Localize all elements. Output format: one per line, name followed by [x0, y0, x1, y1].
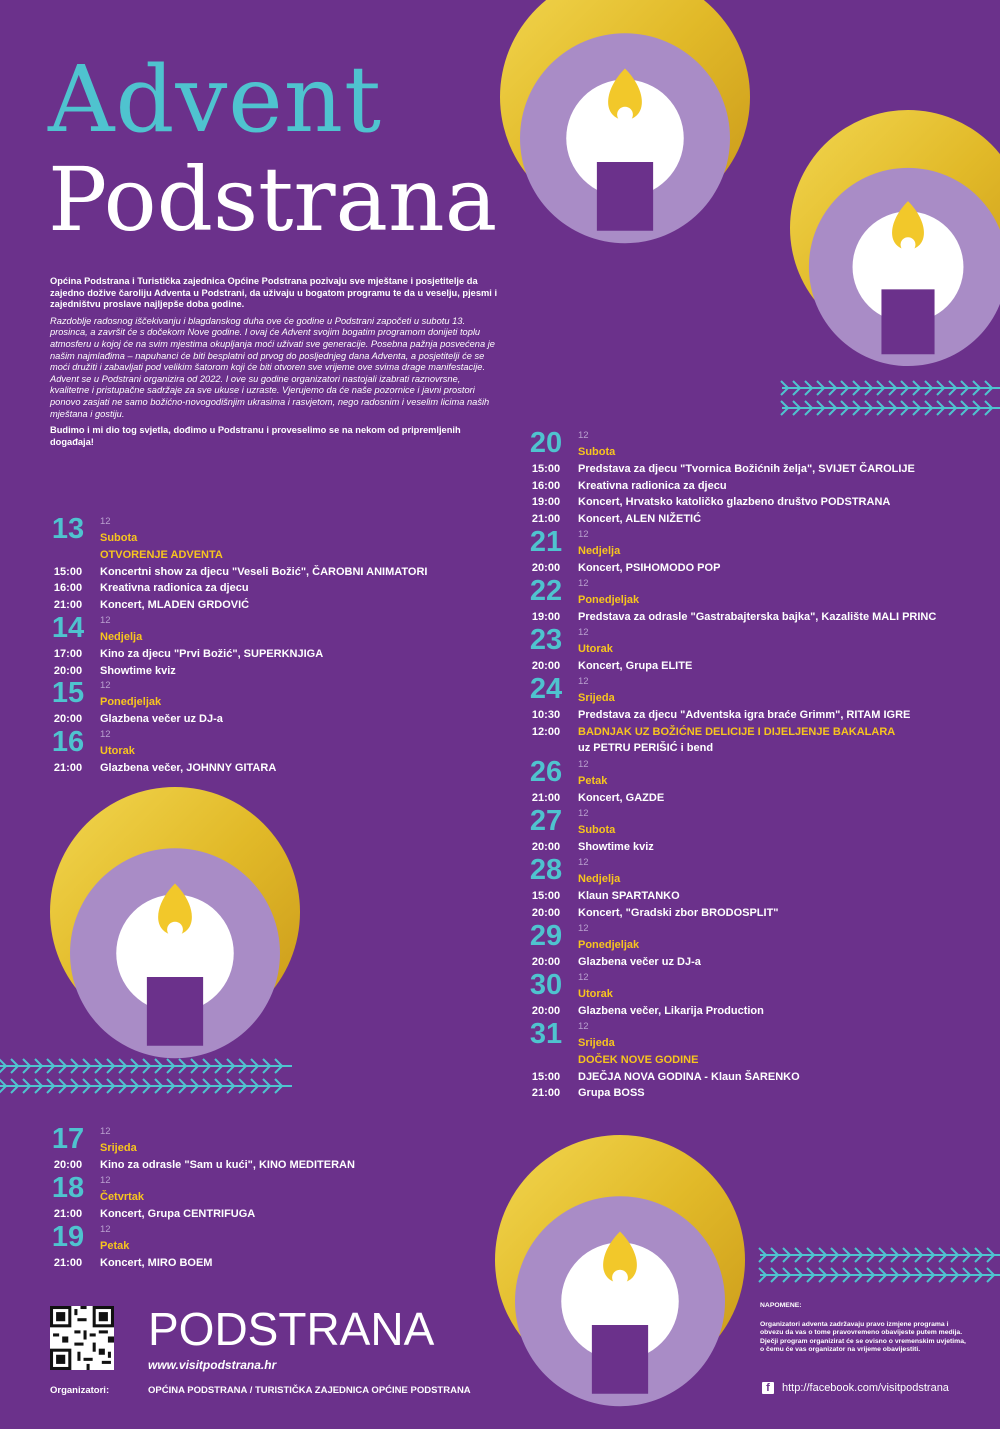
event-title: BADNJAK UZ BOŽIĆNE DELICIJE I DIJELJENJE BAKALARA	[578, 725, 896, 738]
event-time: 20:00	[531, 841, 561, 853]
event-title: Koncert, GAZDE	[578, 792, 665, 804]
event-row	[518, 513, 1000, 529]
weekday: Petak	[578, 775, 608, 787]
intro-paragraph: Budimo i mi dio tog svjetla, dođimo u Podstranu i proveselimo se na nekom od pripremljenih događaja!	[50, 425, 461, 447]
event-title: Kino za odrasle "Sam u kući", KINO MEDITERAN	[100, 1159, 355, 1171]
weekday: Ponedjeljak	[578, 594, 640, 606]
event-row	[40, 1159, 600, 1175]
day-number: 18	[51, 1172, 85, 1204]
qr-code[interactable]	[50, 1306, 114, 1370]
month-number: 12	[578, 972, 589, 983]
event-row	[40, 648, 600, 664]
notes-text-1: Organizatori adventa zadržavaju pravo izmjene programa i obvezu da vas o tome pravovremeno obavijeste putem medija.	[760, 1320, 963, 1337]
day-number: 28	[529, 854, 563, 886]
event-time: 20:00	[531, 660, 561, 672]
intro-text	[50, 276, 500, 453]
event-title: Predstava za djecu "Tvornica Božićnih želja", SVIJET ČAROLIJE	[578, 463, 915, 475]
event-row	[518, 726, 1000, 742]
weekday: Utorak	[100, 745, 135, 757]
event-title: Glazbena večer uz DJ-a	[100, 713, 223, 725]
weekday: Ponedjeljak	[578, 939, 640, 951]
event-title: Predstava za odrasle "Gastrabajterska bajka", Kazalište MALI PRINC	[578, 611, 937, 623]
event-row	[518, 742, 1000, 758]
weekday: Srijeda	[578, 692, 615, 704]
event-time: 21:00	[53, 1208, 83, 1220]
event-title: DJEČJA NOVA GODINA - Klaun ŠARENKO	[578, 1070, 800, 1083]
month-number: 12	[100, 516, 111, 527]
event-time: 21:00	[531, 792, 561, 804]
weekday: Subota	[578, 824, 616, 836]
day-number: 13	[51, 513, 85, 545]
organizers-list: OPĆINA PODSTRANA / TURISTIČKA ZAJEDNICA OPĆINE PODSTRANA	[148, 1385, 471, 1396]
day-number: 19	[51, 1221, 85, 1253]
day-number: 17	[51, 1123, 85, 1155]
month-number: 12	[100, 680, 111, 691]
event-time: 10:30	[531, 709, 561, 721]
event-title: Koncert, PSIHOMODO POP	[578, 562, 721, 574]
facebook-url[interactable]: http://facebook.com/visitpodstrana	[782, 1382, 949, 1394]
day-number: 29	[529, 920, 563, 952]
event-row	[518, 709, 1000, 725]
event-time: 21:00	[53, 598, 83, 611]
day-number: 31	[529, 1018, 563, 1050]
event-title: uz PETRU PERIŠIĆ i bend	[578, 742, 714, 754]
event-title: Kino za djecu "Prvi Božić", SUPERKNJIGA	[100, 648, 324, 660]
event-row	[40, 582, 600, 598]
event-row	[518, 841, 1000, 857]
event-row	[518, 660, 1000, 676]
month-number: 12	[100, 1175, 111, 1186]
event-time: 19:00	[531, 611, 561, 623]
event-title: Koncert, MIRO BOEM	[100, 1257, 213, 1269]
event-row	[40, 1257, 600, 1273]
event-time: 21:00	[53, 1257, 83, 1269]
event-title: Koncertni show za djecu "Veseli Božić", ČAROBNI ANIMATORI	[100, 565, 428, 578]
event-time: 21:00	[531, 512, 561, 525]
event-time: 20:00	[53, 664, 83, 677]
month-number: 12	[100, 1224, 111, 1235]
weekday: Subota	[100, 532, 138, 544]
event-time: 15:00	[53, 565, 83, 578]
weekday: Nedjelja	[100, 631, 143, 643]
day-number: 22	[529, 575, 563, 607]
event-time: 17:00	[53, 648, 83, 660]
facebook-link[interactable]	[762, 1382, 949, 1394]
event-title: Showtime kviz	[578, 841, 654, 853]
notes	[760, 1302, 970, 1355]
day-number: 15	[51, 677, 85, 709]
day-number: 27	[529, 805, 563, 837]
event-title: Kreativna radionica za djecu	[578, 479, 727, 492]
event-row	[518, 562, 1000, 578]
event-title: Showtime kviz	[100, 664, 176, 677]
event-title: Grupa BOSS	[578, 1087, 645, 1099]
event-title: Klaun SPARTANKO	[578, 890, 680, 902]
weekday: Nedjelja	[578, 873, 621, 885]
day-number: 30	[529, 969, 563, 1001]
event-row	[40, 762, 600, 778]
day-number: 14	[51, 612, 85, 644]
event-time: 20:00	[531, 906, 561, 919]
weekday: Petak	[100, 1240, 130, 1252]
month-number: 12	[578, 923, 589, 934]
event-time: 20:00	[53, 713, 83, 725]
event-time: 15:00	[531, 1070, 561, 1083]
special-event: DOČEK NOVE GODINE	[578, 1054, 699, 1066]
weekday: Utorak	[578, 643, 613, 655]
weekday: Četvrtak	[100, 1191, 145, 1203]
event-row	[40, 665, 600, 681]
intro-paragraph: Razdoblje radosnog iščekivanju i blagdanskog duha ove će godine u Podstrani započeti u subotu 13. prosinca, a završit će s dočekom Nove godine. I ovaj će Advent svojim bogatim programom donijeti toplu atmosferu u kojoj će na svim mjestima okupljanja moći uživati sve generacije. Posebna pažnja posvećena je našim najmlađima – napuhanci će biti besplatni od prvog do posljednjeg dana Adventa, a posjetitelji će se moći družiti i zabavljati pod velikim šatorom koji će biti otvoren sve vrijeme ove svima drage manifestacije. Advent se u Podstrani organizira od 2022. I ove su godine organizatori nastojali izabrati raznovrsne, kvalitetne i pristupačne sadržaje za sve ukuse i uzraste. Vjerujemo da će naše pozornice i javni prostori ponovo zasjati ne samo božićno-novogodišnjim ukrasima i rasvjetom, nego radosnim i veselim licima naših mještana i gostiju.	[50, 315, 495, 419]
day-number: 20	[529, 427, 563, 459]
weekday: Srijeda	[578, 1037, 615, 1049]
month-number: 12	[100, 1126, 111, 1137]
event-row	[518, 480, 1000, 496]
event-title: Glazbena večer uz DJ-a	[578, 956, 701, 968]
event-row	[518, 1087, 1000, 1103]
event-title: Koncert, Hrvatsko katoličko glazbeno društvo PODSTRANA	[578, 496, 891, 508]
title-advent: Advent	[48, 46, 382, 153]
event-row	[40, 1208, 600, 1224]
event-title: Koncert, Grupa CENTRIFUGA	[100, 1208, 256, 1220]
month-number: 12	[578, 808, 589, 819]
event-row	[518, 956, 1000, 972]
website-link[interactable]: www.visitpodstrana.hr	[148, 1358, 277, 1372]
day-number: 24	[529, 673, 563, 705]
event-row	[518, 792, 1000, 808]
event-row	[40, 713, 600, 729]
event-title: Glazbena večer, Likarija Production	[578, 1005, 764, 1017]
event-title: Kreativna radionica za djecu	[100, 582, 249, 594]
event-row	[518, 496, 1000, 512]
event-row	[40, 566, 600, 582]
weekday: Utorak	[578, 988, 613, 1000]
special-event: OTVORENJE ADVENTA	[100, 549, 223, 561]
event-time: 16:00	[53, 582, 83, 594]
event-title: Koncert, MLADEN GRDOVIĆ	[100, 598, 250, 611]
month-number: 12	[100, 615, 111, 626]
event-row	[40, 599, 600, 615]
weekday: Srijeda	[100, 1142, 137, 1154]
month-number: 12	[578, 529, 589, 540]
event-time: 16:00	[531, 479, 561, 492]
event-title: Koncert, ALEN NIŽETIĆ	[578, 512, 702, 525]
intro-paragraph: Općina Podstrana i Turistička zajednica Općine Podstrana pozivaju sve mještane i posjetitelje da zajedno dožive čaroliju Adventa u Podstrani, da uživaju u bogatom programu te da u veselju, pjesmi i zajedništvu proslave najljepše doba godine.	[50, 276, 498, 310]
organizers-label: Organizatori:	[50, 1385, 110, 1396]
event-time: 12:00	[531, 725, 561, 738]
event-time: 21:00	[531, 1087, 561, 1099]
event-row	[518, 1005, 1000, 1021]
event-row	[518, 1071, 1000, 1087]
title-podstrana: Podstrana	[48, 148, 498, 251]
event-time: 20:00	[53, 1159, 83, 1171]
notes-text-2: Dječji program organizirat će se ovisno o vremenskim uvjetima, o čemu će vas organizator na vrijeme obavijestiti.	[760, 1337, 966, 1354]
month-number: 12	[578, 430, 589, 441]
day-number: 26	[529, 756, 563, 788]
facebook-icon: f	[762, 1382, 774, 1394]
event-row	[518, 611, 1000, 627]
notes-title: NAPOMENE:	[760, 1302, 802, 1309]
event-time: 20:00	[531, 1005, 561, 1017]
event-time: 15:00	[531, 890, 561, 902]
day-number: 16	[51, 726, 85, 758]
month-number: 12	[578, 627, 589, 638]
event-time: 20:00	[531, 562, 561, 574]
month-number: 12	[578, 676, 589, 687]
weekday: Ponedjeljak	[100, 696, 162, 708]
month-number: 12	[578, 759, 589, 770]
event-title: Predstava za djecu "Adventska igra braće Grimm", RITAM IGRE	[578, 709, 911, 721]
weekday: Subota	[578, 446, 616, 458]
logo-text: PODSTRANA	[148, 1303, 435, 1355]
podstrana-logo	[148, 1302, 434, 1356]
event-row	[518, 890, 1000, 906]
event-title: Glazbena večer, JOHNNY GITARA	[100, 762, 277, 774]
day-number: 21	[529, 526, 563, 558]
event-time: 19:00	[531, 496, 561, 508]
event-time: 20:00	[531, 956, 561, 968]
weekday: Nedjelja	[578, 545, 621, 557]
month-number: 12	[578, 578, 589, 589]
month-number: 12	[578, 1021, 589, 1032]
event-row	[518, 907, 1000, 923]
event-title: Koncert, Grupa ELITE	[578, 660, 693, 672]
event-time: 21:00	[53, 762, 83, 774]
month-number: 12	[100, 729, 111, 740]
event-row	[518, 463, 1000, 479]
month-number: 12	[578, 857, 589, 868]
event-time: 15:00	[531, 463, 561, 475]
day-number: 23	[529, 624, 563, 656]
event-title: Koncert, "Gradski zbor BRODOSPLIT"	[578, 906, 779, 919]
